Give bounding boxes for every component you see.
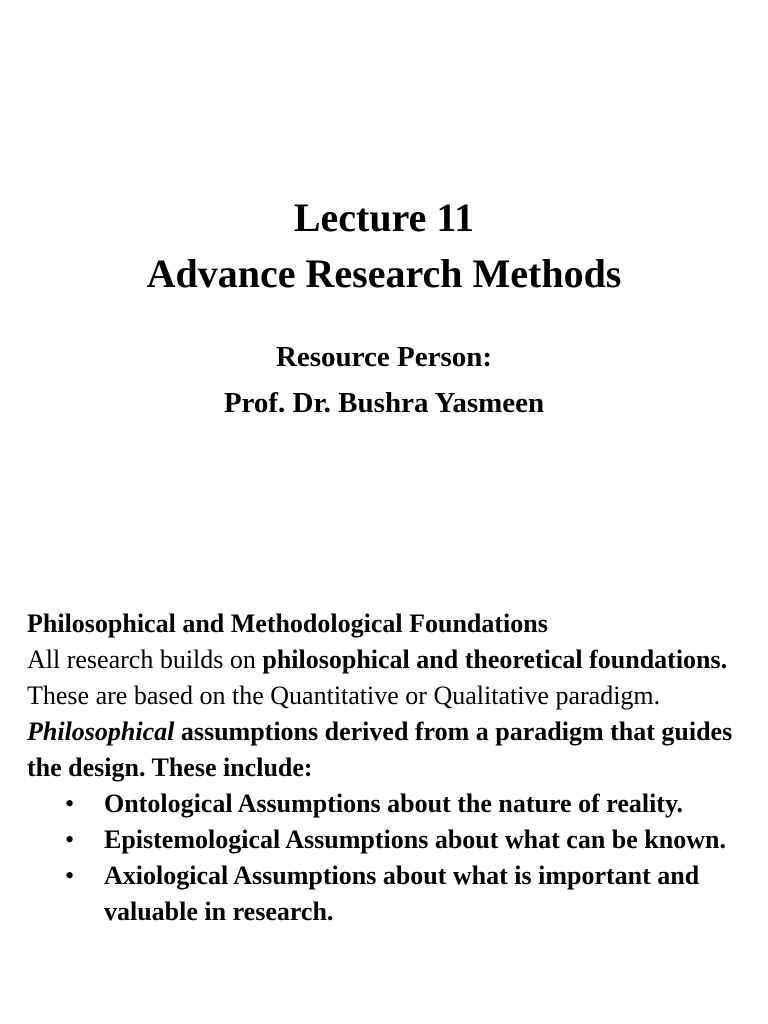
lecture-number: Lecture 11 [293, 195, 475, 240]
intro-prefix: All research builds on [27, 645, 263, 674]
intro-bold-phrase: philosophical and theoretical foundations. [262, 645, 728, 674]
resource-person-name: Prof. Dr. Bushra Yasmeen [223, 387, 545, 419]
section-heading: Philosophical and Methodological Foundations [27, 609, 548, 638]
resource-person-label: Resource Person: [275, 341, 493, 373]
resource-person-block [0, 334, 768, 426]
slide-title [0, 190, 768, 302]
list-item-text: Epistemological Assumptions about what can be known. [104, 825, 726, 854]
bullet-icon: • [65, 789, 75, 818]
assumptions-italic-word: Philosophical [27, 717, 175, 746]
bullet-icon: • [65, 825, 75, 854]
content-slide [27, 606, 747, 930]
assumptions-paragraph [27, 714, 747, 786]
list-item [27, 822, 747, 858]
assumptions-rest: assumptions derived from a paradigm that guides the design. These include: [27, 717, 733, 782]
intro-suffix: These are based on the Quantitative or Qualitative paradigm. [27, 681, 661, 710]
intro-paragraph [27, 642, 747, 714]
list-item-text: Axiological Assumptions about what is important and valuable in research. [104, 861, 700, 926]
assumptions-list [27, 786, 747, 930]
course-title: Advance Research Methods [146, 251, 622, 296]
bullet-icon: • [65, 861, 75, 890]
list-item [27, 858, 747, 930]
list-item [27, 786, 747, 822]
list-item-text: Ontological Assumptions about the nature of reality. [104, 789, 684, 818]
